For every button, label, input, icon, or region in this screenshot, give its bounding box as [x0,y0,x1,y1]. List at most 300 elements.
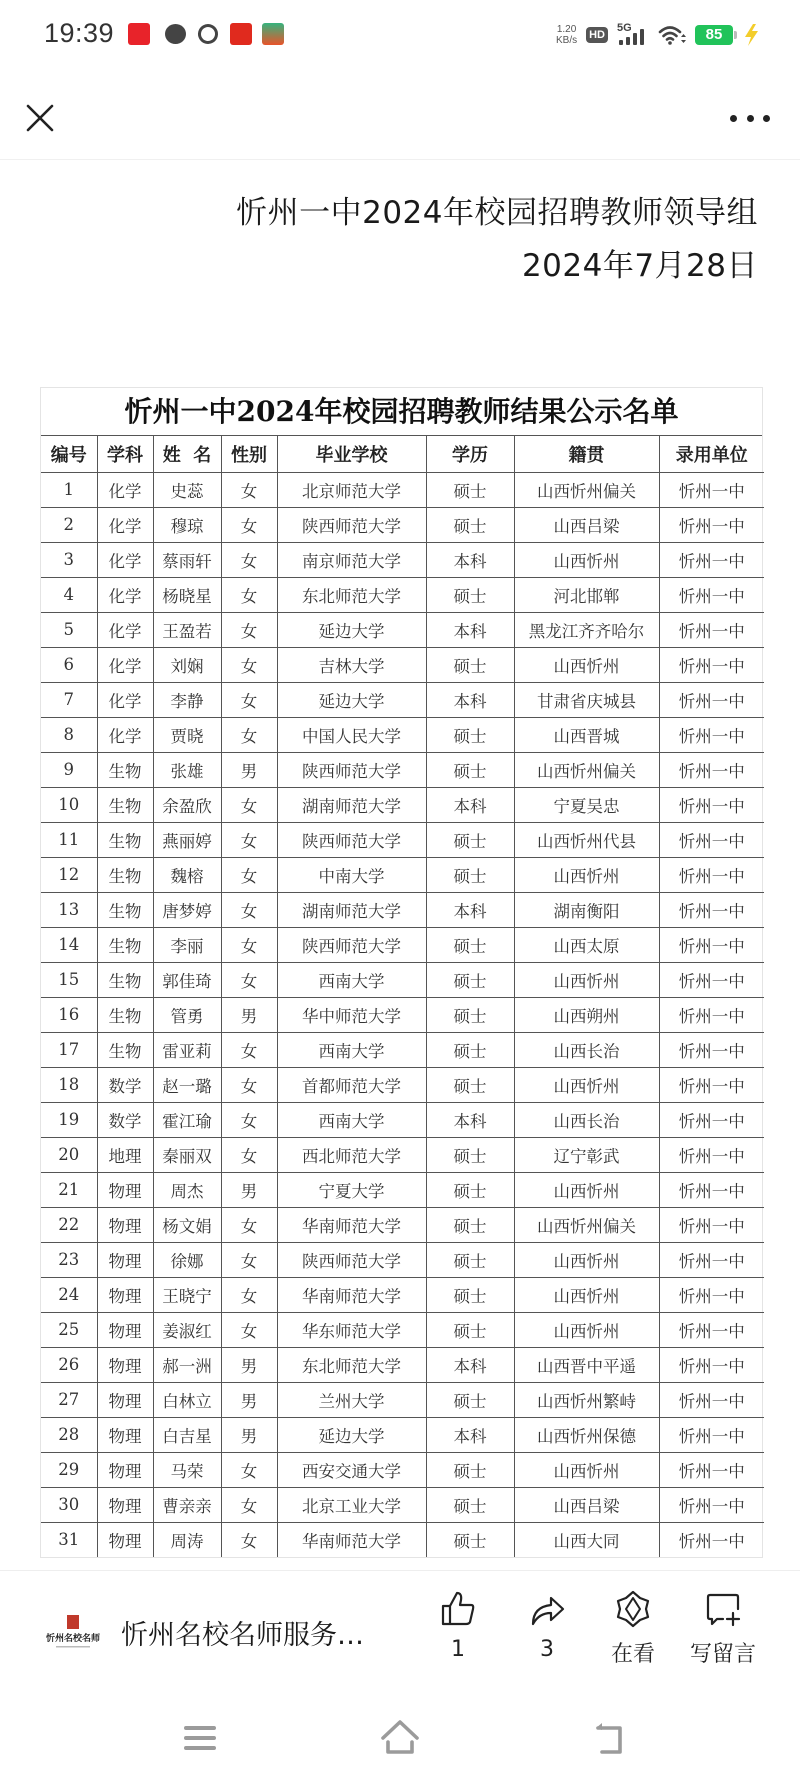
charging-bolt-icon [742,23,760,47]
table-row [41,577,764,612]
cell-name: 贾晓 [153,717,221,752]
results-table [41,436,764,1557]
cell-school: 首都师范大学 [277,1067,426,1102]
cell-gender: 女 [221,542,277,577]
cell-employer: 忻州一中 [659,612,764,647]
cell-name: 杨文娟 [153,1207,221,1242]
cell-name: 姜淑红 [153,1312,221,1347]
signature-organization: 忻州一中2024年校园招聘教师领导组 [236,195,758,231]
cell-subject: 化学 [97,507,153,542]
cell-subject: 生物 [97,892,153,927]
cell-number: 3 [41,542,97,577]
table-header-row [41,436,764,472]
cell-employer: 忻州一中 [659,682,764,717]
cell-school: 湖南师范大学 [277,892,426,927]
cell-subject: 生物 [97,752,153,787]
cell-hometown: 山西忻州 [514,1242,659,1277]
cell-school: 陕西师范大学 [277,927,426,962]
cell-name: 白吉星 [153,1417,221,1452]
cell-subject: 生物 [97,997,153,1032]
cell-degree: 本科 [426,542,514,577]
cell-name: 白林立 [153,1382,221,1417]
like-count: 1 [451,1637,465,1662]
cell-number: 29 [41,1452,97,1487]
cell-school: 西安交通大学 [277,1452,426,1487]
table-row [41,1137,764,1172]
table-row [41,1032,764,1067]
cell-number: 31 [41,1522,97,1557]
cell-name: 燕丽婷 [153,822,221,857]
cell-employer: 忻州一中 [659,892,764,927]
cell-degree: 硕士 [426,507,514,542]
cell-school: 华南师范大学 [277,1207,426,1242]
cell-number: 10 [41,787,97,822]
cell-number: 19 [41,1102,97,1137]
cell-gender: 女 [221,1487,277,1522]
cell-name: 曹亲亲 [153,1487,221,1522]
cell-gender: 女 [221,857,277,892]
more-dot [747,115,754,122]
comment-add-icon [703,1589,743,1629]
table-title: 忻州一中2024年校园招聘教师结果公示名单 [41,388,762,436]
cell-gender: 女 [221,1277,277,1312]
cell-name: 杨晓星 [153,577,221,612]
cell-gender: 女 [221,1242,277,1277]
cell-number: 30 [41,1487,97,1522]
status-indicators [556,20,760,50]
cell-employer: 忻州一中 [659,787,764,822]
cell-gender: 女 [221,507,277,542]
table-row [41,717,764,752]
menu-icon[interactable] [178,1718,222,1758]
cell-employer: 忻州一中 [659,1102,764,1137]
cell-hometown: 山西太原 [514,927,659,962]
cell-subject: 化学 [97,682,153,717]
cell-name: 周涛 [153,1522,221,1557]
cell-name: 史蕊 [153,472,221,507]
cell-hometown: 山西忻州偏关 [514,1207,659,1242]
table-row [41,822,764,857]
cell-number: 1 [41,472,97,507]
cell-hometown: 山西忻州 [514,647,659,682]
cell-subject: 物理 [97,1277,153,1312]
table-row [41,997,764,1032]
account-logo[interactable] [40,1613,106,1653]
more-options-icon[interactable] [730,108,770,128]
cell-gender: 男 [221,997,277,1032]
cell-school: 湖南师范大学 [277,787,426,822]
cell-degree: 本科 [426,612,514,647]
cell-number: 8 [41,717,97,752]
cell-school: 宁夏大学 [277,1172,426,1207]
cell-subject: 化学 [97,577,153,612]
cell-hometown: 山西长治 [514,1102,659,1137]
cell-subject: 生物 [97,822,153,857]
cell-employer: 忻州一中 [659,1207,764,1242]
top-navigation [0,80,800,160]
cell-subject: 生物 [97,962,153,997]
column-header: 籍贯 [514,436,659,472]
cell-degree: 硕士 [426,822,514,857]
cell-employer: 忻州一中 [659,1312,764,1347]
cell-gender: 女 [221,1102,277,1137]
cell-subject: 化学 [97,472,153,507]
cell-subject: 物理 [97,1207,153,1242]
cell-degree: 本科 [426,892,514,927]
column-header: 姓 名 [153,436,221,472]
account-logo-text: 忻州名校名师 [45,1634,101,1644]
cell-degree: 硕士 [426,1452,514,1487]
thumbs-up-icon [438,1589,478,1629]
cell-hometown: 山西吕梁 [514,1487,659,1522]
cell-degree: 硕士 [426,647,514,682]
cell-number: 22 [41,1207,97,1242]
wifi-icon [658,24,686,46]
cell-employer: 忻州一中 [659,822,764,857]
cell-school: 延边大学 [277,682,426,717]
cell-gender: 男 [221,752,277,787]
cell-number: 25 [41,1312,97,1347]
table-row [41,1347,764,1382]
cell-degree: 硕士 [426,717,514,752]
cell-number: 2 [41,507,97,542]
table-row [41,612,764,647]
cell-employer: 忻州一中 [659,752,764,787]
cell-hometown: 山西忻州 [514,1312,659,1347]
cell-gender: 女 [221,1522,277,1557]
cell-name: 刘娴 [153,647,221,682]
table-row [41,1067,764,1102]
cell-number: 27 [41,1382,97,1417]
system-navigation-bar [0,1690,800,1781]
table-row [41,1417,764,1452]
cell-hometown: 山西忻州代县 [514,822,659,857]
account-name-link[interactable]: 忻州名校名师服务… [121,1620,364,1651]
cell-gender: 女 [221,1452,277,1487]
cell-subject: 生物 [97,787,153,822]
cell-hometown: 河北邯郸 [514,577,659,612]
table-row [41,682,764,717]
cell-hometown: 辽宁彰武 [514,1137,659,1172]
cell-hometown: 山西忻州 [514,1452,659,1487]
cell-gender: 男 [221,1172,277,1207]
cell-employer: 忻州一中 [659,1487,764,1522]
cell-school: 华东师范大学 [277,1312,426,1347]
cell-hometown: 甘肃省庆城县 [514,682,659,717]
cell-number: 24 [41,1277,97,1312]
cell-subject: 生物 [97,1032,153,1067]
cell-school: 南京师范大学 [277,542,426,577]
cell-employer: 忻州一中 [659,1242,764,1277]
cell-number: 12 [41,857,97,892]
table-row [41,752,764,787]
cell-hometown: 山西忻州 [514,1277,659,1312]
cell-name: 穆琼 [153,507,221,542]
cell-gender: 男 [221,1382,277,1417]
cell-degree: 硕士 [426,1487,514,1522]
table-row [41,1382,764,1417]
cell-degree: 硕士 [426,1207,514,1242]
cell-employer: 忻州一中 [659,507,764,542]
cell-degree: 硕士 [426,1067,514,1102]
cell-hometown: 山西晋城 [514,717,659,752]
cell-name: 李静 [153,682,221,717]
results-table-image [40,387,763,1558]
cell-degree: 硕士 [426,577,514,612]
more-dot [763,115,770,122]
column-header: 录用单位 [659,436,764,472]
column-header: 编号 [41,436,97,472]
cell-employer: 忻州一中 [659,997,764,1032]
cell-hometown: 山西忻州 [514,542,659,577]
cell-school: 中南大学 [277,857,426,892]
cell-hometown: 山西吕梁 [514,507,659,542]
cell-name: 秦丽双 [153,1137,221,1172]
cell-employer: 忻州一中 [659,927,764,962]
cell-subject: 物理 [97,1172,153,1207]
close-icon[interactable] [22,100,58,136]
cell-school: 西南大学 [277,1102,426,1137]
cell-employer: 忻州一中 [659,1067,764,1102]
cell-number: 5 [41,612,97,647]
cell-name: 雷亚莉 [153,1032,221,1067]
cell-degree: 硕士 [426,997,514,1032]
cell-subject: 物理 [97,1487,153,1522]
cell-employer: 忻州一中 [659,717,764,752]
cell-name: 郝一洲 [153,1347,221,1382]
cell-number: 23 [41,1242,97,1277]
table-row [41,1207,764,1242]
cell-gender: 女 [221,927,277,962]
cell-number: 28 [41,1417,97,1452]
hd-voice-icon: HD [586,27,608,43]
cell-hometown: 山西大同 [514,1522,659,1557]
cell-gender: 女 [221,682,277,717]
cell-school: 吉林大学 [277,647,426,682]
cell-subject: 物理 [97,1417,153,1452]
cell-school: 陕西师范大学 [277,1242,426,1277]
cell-hometown: 山西忻州 [514,857,659,892]
cell-gender: 男 [221,1417,277,1452]
cell-hometown: 山西忻州繁峙 [514,1382,659,1417]
cell-subject: 地理 [97,1137,153,1172]
cell-number: 7 [41,682,97,717]
cell-degree: 硕士 [426,752,514,787]
cell-degree: 硕士 [426,1522,514,1557]
cell-number: 6 [41,647,97,682]
cell-hometown: 山西朔州 [514,997,659,1032]
table-row [41,647,764,682]
wow-button[interactable] [588,1589,678,1673]
like-button[interactable] [413,1589,503,1673]
cell-school: 东北师范大学 [277,577,426,612]
cell-employer: 忻州一中 [659,1522,764,1557]
table-row [41,892,764,927]
cell-name: 魏榕 [153,857,221,892]
cell-gender: 女 [221,1207,277,1242]
cell-school: 陕西师范大学 [277,507,426,542]
cell-subject: 生物 [97,857,153,892]
cell-gender: 女 [221,717,277,752]
table-row [41,787,764,822]
cell-degree: 硕士 [426,1032,514,1067]
cell-name: 徐娜 [153,1242,221,1277]
cell-hometown: 宁夏吴忠 [514,787,659,822]
cell-gender: 男 [221,1347,277,1382]
share-button[interactable] [502,1589,592,1673]
cell-subject: 化学 [97,612,153,647]
cell-school: 陕西师范大学 [277,822,426,857]
cell-school: 陕西师范大学 [277,752,426,787]
cell-employer: 忻州一中 [659,542,764,577]
cell-hometown: 山西晋中平遥 [514,1347,659,1382]
notification-app-icon [128,23,150,45]
cell-hometown: 山西忻州保德 [514,1417,659,1452]
cell-school: 东北师范大学 [277,1347,426,1382]
cell-school: 中国人民大学 [277,717,426,752]
cell-name: 王晓宁 [153,1277,221,1312]
cell-school: 延边大学 [277,1417,426,1452]
cell-employer: 忻州一中 [659,1277,764,1312]
notification-app-icon [230,23,252,45]
cell-number: 20 [41,1137,97,1172]
cell-employer: 忻州一中 [659,1137,764,1172]
cell-school: 西南大学 [277,962,426,997]
cell-hometown: 湖南衡阳 [514,892,659,927]
write-comment-button[interactable] [678,1589,768,1673]
cell-employer: 忻州一中 [659,962,764,997]
cell-number: 11 [41,822,97,857]
share-arrow-icon [527,1589,567,1629]
cell-employer: 忻州一中 [659,472,764,507]
wow-label: 在看 [610,1642,655,1667]
cell-degree: 硕士 [426,927,514,962]
cell-gender: 女 [221,892,277,927]
cell-name: 王盈若 [153,612,221,647]
network-speed-unit: KB/s [555,35,578,46]
cell-name: 唐梦婷 [153,892,221,927]
cell-hometown: 黑龙江齐齐哈尔 [514,612,659,647]
cell-gender: 女 [221,472,277,507]
cell-degree: 硕士 [426,1172,514,1207]
cell-degree: 硕士 [426,1242,514,1277]
column-header: 学科 [97,436,153,472]
cell-subject: 物理 [97,1312,153,1347]
cell-subject: 化学 [97,542,153,577]
table-row [41,1102,764,1137]
back-icon[interactable] [588,1718,632,1758]
cell-name: 郭佳琦 [153,962,221,997]
cell-employer: 忻州一中 [659,1347,764,1382]
table-row [41,472,764,507]
cell-gender: 女 [221,1032,277,1067]
home-icon[interactable] [378,1718,422,1758]
cell-hometown: 山西长治 [514,1032,659,1067]
cell-number: 21 [41,1172,97,1207]
cell-employer: 忻州一中 [659,1452,764,1487]
star-flower-icon [613,1589,653,1629]
cell-number: 18 [41,1067,97,1102]
cell-employer: 忻州一中 [659,1417,764,1452]
cell-degree: 本科 [426,1102,514,1137]
cell-employer: 忻州一中 [659,1382,764,1417]
share-count: 3 [540,1637,554,1662]
signature-date: 2024年7月28日 [521,248,758,284]
write-comment-label: 写留言 [689,1642,756,1667]
status-bar [0,0,800,70]
cell-number: 13 [41,892,97,927]
cell-hometown: 山西忻州 [514,1172,659,1207]
cell-school: 西北师范大学 [277,1137,426,1172]
cell-hometown: 山西忻州 [514,962,659,997]
cell-number: 26 [41,1347,97,1382]
message-bubble-icon [165,24,186,44]
network-speed [556,24,577,46]
cell-gender: 女 [221,612,277,647]
cell-name: 赵一璐 [153,1067,221,1102]
cell-degree: 硕士 [426,1312,514,1347]
table-row [41,1172,764,1207]
cell-degree: 本科 [426,1417,514,1452]
cell-school: 延边大学 [277,612,426,647]
cell-gender: 女 [221,577,277,612]
cell-employer: 忻州一中 [659,1172,764,1207]
cell-number: 16 [41,997,97,1032]
cell-name: 周杰 [153,1172,221,1207]
cell-subject: 物理 [97,1382,153,1417]
cell-number: 9 [41,752,97,787]
cell-school: 华中师范大学 [277,997,426,1032]
table-row [41,1522,764,1557]
cell-number: 4 [41,577,97,612]
cell-degree: 本科 [426,1347,514,1382]
cell-number: 14 [41,927,97,962]
notification-app-icon [262,23,284,45]
table-row [41,507,764,542]
cell-name: 蔡雨轩 [153,542,221,577]
table-row [41,962,764,997]
cell-name: 管勇 [153,997,221,1032]
table-row [41,542,764,577]
cell-employer: 忻州一中 [659,647,764,682]
cell-school: 华南师范大学 [277,1522,426,1557]
table-row [41,1452,764,1487]
cell-gender: 女 [221,822,277,857]
cell-school: 西南大学 [277,1032,426,1067]
cell-hometown: 山西忻州 [514,1067,659,1102]
cell-school: 北京师范大学 [277,472,426,507]
cell-employer: 忻州一中 [659,857,764,892]
cell-school: 兰州大学 [277,1382,426,1417]
cell-subject: 化学 [97,717,153,752]
cell-employer: 忻州一中 [659,577,764,612]
column-header: 学历 [426,436,514,472]
browser-orbit-icon [194,20,221,47]
more-dot [730,115,737,122]
cell-number: 17 [41,1032,97,1067]
table-row [41,857,764,892]
battery-icon: 85 [695,25,733,45]
cell-subject: 物理 [97,1242,153,1277]
network-speed-value: 1.20 [556,24,577,35]
cell-gender: 女 [221,1067,277,1102]
cell-hometown: 山西忻州偏关 [514,752,659,787]
cell-degree: 本科 [426,787,514,822]
cell-degree: 硕士 [426,472,514,507]
cell-subject: 物理 [97,1452,153,1487]
cell-gender: 女 [221,1137,277,1172]
table-row [41,1487,764,1522]
